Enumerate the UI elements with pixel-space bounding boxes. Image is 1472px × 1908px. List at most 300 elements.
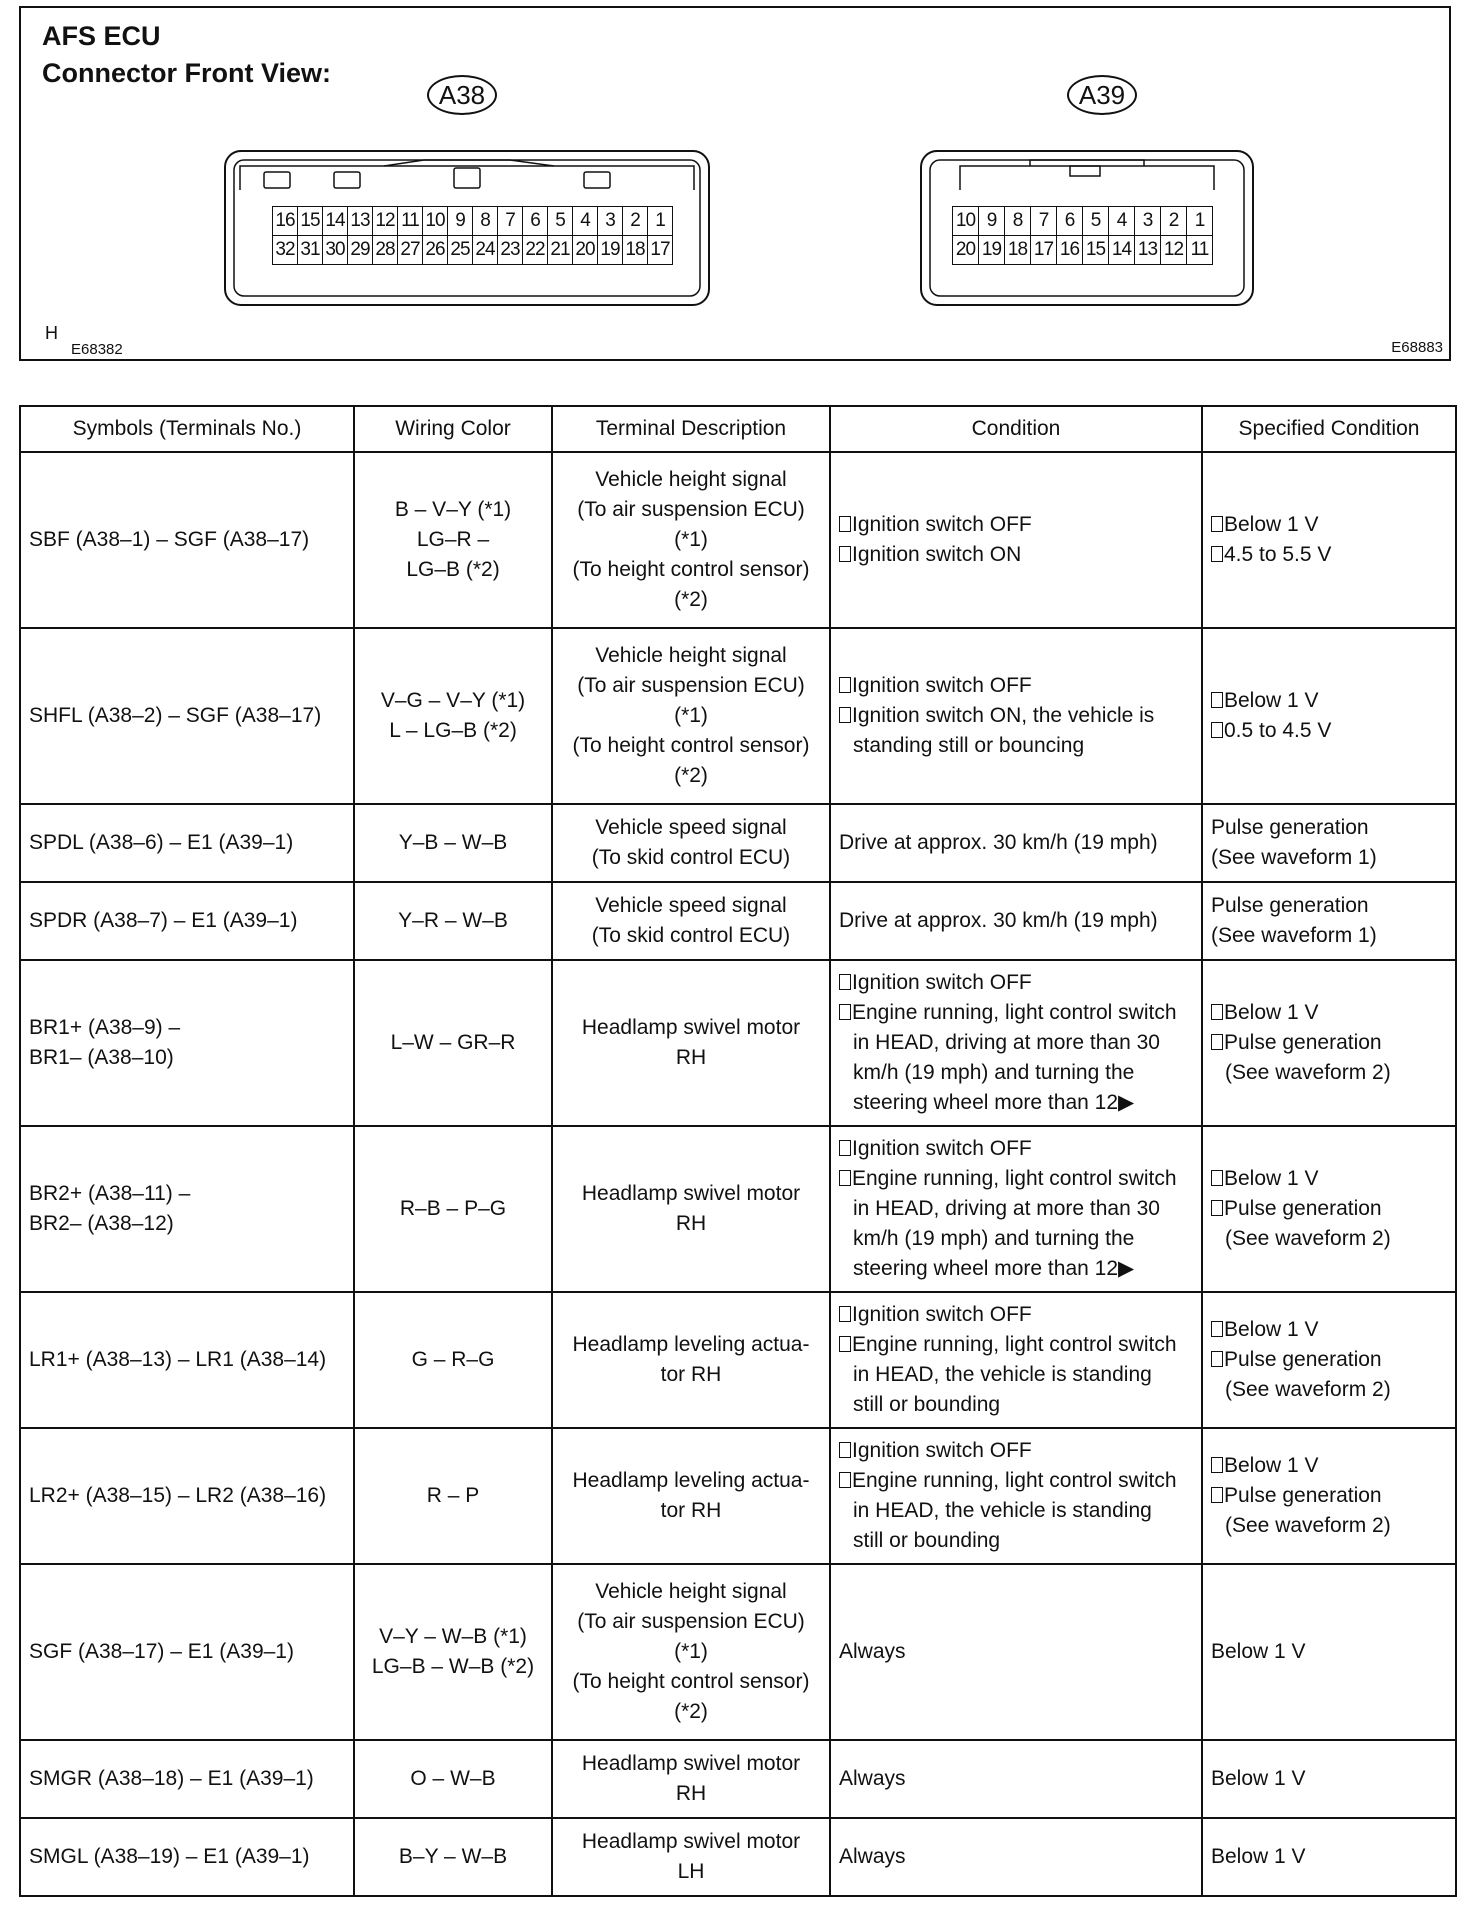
cell-line: LH xyxy=(677,1860,705,1883)
condition-text: Pulse generation xyxy=(1224,1197,1382,1220)
condition-item xyxy=(1211,1481,1447,1511)
pin: 26 xyxy=(423,236,448,265)
cell-line: LG–R – xyxy=(416,528,490,551)
cell-terminal-description xyxy=(552,804,830,882)
cell-line: tor RH xyxy=(660,1499,722,1522)
table-row xyxy=(20,1818,1456,1896)
cell-line: Vehicle speed signal xyxy=(595,894,787,917)
pin: 13 xyxy=(348,207,373,236)
pin-row-a39-1 xyxy=(953,207,1213,236)
cell-line: (To height control sensor) xyxy=(572,558,810,581)
condition-item xyxy=(839,1466,1193,1496)
checkbox-icon xyxy=(1211,1200,1223,1216)
condition-item xyxy=(1211,1058,1447,1088)
cell-line: O – W–B xyxy=(410,1767,496,1790)
cell-wiring-color xyxy=(354,960,552,1126)
condition-item xyxy=(1211,1637,1447,1667)
header-condition: Condition xyxy=(830,406,1202,452)
pin: 27 xyxy=(398,236,423,265)
condition-text: still or bounding xyxy=(853,1529,1001,1552)
condition-text: Below 1 V xyxy=(1224,1167,1319,1190)
cell-condition xyxy=(830,452,1202,628)
pin: 32 xyxy=(273,236,298,265)
cell-condition xyxy=(830,804,1202,882)
cell-condition xyxy=(830,1428,1202,1564)
cell-condition xyxy=(830,960,1202,1126)
pin: 12 xyxy=(373,207,398,236)
pin: 11 xyxy=(398,207,423,236)
connector-a39-pins xyxy=(952,206,1213,265)
cell-terminal-description xyxy=(552,882,830,960)
condition-text: 0.5 to 4.5 V xyxy=(1224,719,1332,742)
cell-specified-condition xyxy=(1202,960,1456,1126)
pin: 11 xyxy=(1187,236,1213,265)
cell-wiring-color xyxy=(354,1292,552,1428)
cell-line: Y–R – W–B xyxy=(398,909,508,932)
cell-terminal-description xyxy=(552,628,830,804)
cell-line: (To skid control ECU) xyxy=(591,846,791,869)
pin: 19 xyxy=(979,236,1005,265)
cell-specified-condition xyxy=(1202,882,1456,960)
pin: 28 xyxy=(373,236,398,265)
cell-symbol xyxy=(20,628,354,804)
pin: 8 xyxy=(473,207,498,236)
condition-item xyxy=(1211,540,1447,570)
pin: 21 xyxy=(548,236,573,265)
pin-row-a38-2 xyxy=(273,236,673,265)
checkbox-icon xyxy=(1211,1487,1223,1503)
condition-text: (See waveform 1) xyxy=(1211,924,1377,947)
pin: 4 xyxy=(1109,207,1135,236)
condition-text: Below 1 V xyxy=(1211,1767,1306,1790)
cell-symbol xyxy=(20,1428,354,1564)
cell-line: LR2+ (A38–15) – LR2 (A38–16) xyxy=(29,1484,327,1507)
condition-text: Ignition switch OFF xyxy=(852,1439,1032,1462)
condition-text: (See waveform 2) xyxy=(1225,1378,1391,1401)
cell-line: V–G – V–Y (*1) xyxy=(380,689,526,712)
checkbox-icon xyxy=(1211,1170,1223,1186)
cell-specified-condition xyxy=(1202,452,1456,628)
cell-line: B – V–Y (*1) xyxy=(394,498,512,521)
condition-text: Ignition switch OFF xyxy=(852,674,1032,697)
checkbox-icon xyxy=(839,546,851,562)
checkbox-icon xyxy=(839,1472,851,1488)
cell-line: Headlamp swivel motor xyxy=(581,1830,801,1853)
condition-item xyxy=(839,1164,1193,1194)
condition-text: Below 1 V xyxy=(1224,689,1319,712)
pin: 14 xyxy=(323,207,348,236)
condition-text: km/h (19 mph) and turning the xyxy=(853,1227,1135,1250)
condition-item xyxy=(839,1360,1193,1390)
condition-text: Ignition switch ON xyxy=(852,543,1022,566)
figure-code-left: E68382 xyxy=(71,341,123,358)
checkbox-icon xyxy=(1211,692,1223,708)
condition-text: Pulse generation xyxy=(1211,816,1369,839)
cell-condition xyxy=(830,1564,1202,1740)
condition-text: Drive at approx. 30 km/h (19 mph) xyxy=(839,909,1158,932)
cell-line: R–B – P–G xyxy=(399,1197,507,1220)
cell-line: (*1) xyxy=(674,704,708,727)
pin: 20 xyxy=(573,236,598,265)
pin: 3 xyxy=(598,207,623,236)
cell-line: LR1+ (A38–13) – LR1 (A38–14) xyxy=(29,1348,327,1371)
pin: 13 xyxy=(1135,236,1161,265)
condition-item xyxy=(839,1300,1193,1330)
table-row xyxy=(20,960,1456,1126)
checkbox-icon xyxy=(839,1140,851,1156)
cell-line: Y–B – W–B xyxy=(398,831,508,854)
cell-wiring-color xyxy=(354,1564,552,1740)
condition-item xyxy=(839,968,1193,998)
connector-a38-pins xyxy=(272,206,673,265)
cell-symbol xyxy=(20,1292,354,1428)
condition-item xyxy=(1211,1842,1447,1872)
connector-a39 xyxy=(920,150,1254,308)
pin: 14 xyxy=(1109,236,1135,265)
header-specified-condition: Specified Condition xyxy=(1202,406,1456,452)
cell-condition xyxy=(830,1818,1202,1896)
pin: 1 xyxy=(1187,207,1213,236)
cell-line: Vehicle speed signal xyxy=(595,816,787,839)
connector-label-a38: A38 xyxy=(427,75,497,115)
cell-line: BR1– (A38–10) xyxy=(29,1046,174,1069)
condition-text: in HEAD, driving at more than 30 xyxy=(853,1031,1160,1054)
condition-item xyxy=(839,1390,1193,1420)
cell-symbol xyxy=(20,1564,354,1740)
condition-item xyxy=(839,1764,1193,1794)
cell-wiring-color xyxy=(354,628,552,804)
cell-condition xyxy=(830,1126,1202,1292)
pin-row-a39-2 xyxy=(953,236,1213,265)
checkbox-icon xyxy=(839,677,851,693)
checkbox-icon xyxy=(1211,516,1223,532)
checkbox-icon xyxy=(839,1004,851,1020)
cell-line: L – LG–B (*2) xyxy=(389,719,517,742)
cell-terminal-description xyxy=(552,452,830,628)
cell-specified-condition xyxy=(1202,1564,1456,1740)
condition-text: Below 1 V xyxy=(1211,1845,1306,1868)
condition-item xyxy=(1211,1194,1447,1224)
table-row xyxy=(20,804,1456,882)
pin: 9 xyxy=(448,207,473,236)
condition-item xyxy=(839,540,1193,570)
cell-condition xyxy=(830,882,1202,960)
table-row xyxy=(20,452,1456,628)
table-body xyxy=(20,452,1456,1896)
condition-item xyxy=(839,906,1193,936)
condition-item xyxy=(1211,843,1447,873)
pin: 6 xyxy=(523,207,548,236)
pin: 24 xyxy=(473,236,498,265)
cell-line: SMGR (A38–18) – E1 (A39–1) xyxy=(29,1767,314,1790)
cell-terminal-description xyxy=(552,1428,830,1564)
cell-symbol xyxy=(20,1818,354,1896)
cell-symbol xyxy=(20,960,354,1126)
pin: 6 xyxy=(1057,207,1083,236)
pin: 18 xyxy=(623,236,648,265)
condition-text: Engine running, light control switch xyxy=(852,1167,1177,1190)
condition-item xyxy=(1211,716,1447,746)
condition-item xyxy=(839,731,1193,761)
pin: 3 xyxy=(1135,207,1161,236)
condition-text: Pulse generation xyxy=(1224,1031,1382,1054)
figure-corner-letter: H xyxy=(45,323,58,343)
cell-line: Headlamp swivel motor xyxy=(581,1752,801,1775)
checkbox-icon xyxy=(1211,722,1223,738)
checkbox-icon xyxy=(1211,1351,1223,1367)
pin-row-a38-1 xyxy=(273,207,673,236)
header-symbols: Symbols (Terminals No.) xyxy=(20,406,354,452)
cell-specified-condition xyxy=(1202,804,1456,882)
cell-terminal-description xyxy=(552,1564,830,1740)
cell-symbol xyxy=(20,1126,354,1292)
condition-item xyxy=(1211,1028,1447,1058)
cell-line: BR2– (A38–12) xyxy=(29,1212,174,1235)
pin: 22 xyxy=(523,236,548,265)
table-row xyxy=(20,1564,1456,1740)
table-header-row xyxy=(20,406,1456,452)
condition-item xyxy=(839,671,1193,701)
cell-wiring-color xyxy=(354,882,552,960)
cell-line: (To height control sensor) xyxy=(572,1670,810,1693)
cell-line: (To air suspension ECU) xyxy=(577,674,805,697)
pin: 2 xyxy=(1161,207,1187,236)
condition-text: (See waveform 2) xyxy=(1225,1061,1391,1084)
condition-text: Always xyxy=(839,1767,906,1790)
checkbox-icon xyxy=(839,516,851,532)
cell-line: Vehicle height signal xyxy=(595,468,787,491)
condition-item xyxy=(1211,686,1447,716)
condition-item xyxy=(1211,1451,1447,1481)
pin: 17 xyxy=(1031,236,1057,265)
condition-text: Ignition switch OFF xyxy=(852,971,1032,994)
cell-symbol xyxy=(20,882,354,960)
condition-text: Below 1 V xyxy=(1224,513,1319,536)
pin: 15 xyxy=(298,207,323,236)
figure-title: AFS ECU xyxy=(42,21,161,51)
figure-code-right: E68883 xyxy=(1391,339,1443,356)
table-row xyxy=(20,1740,1456,1818)
cell-line: L–W – GR–R xyxy=(390,1031,516,1054)
condition-item xyxy=(839,510,1193,540)
table-row xyxy=(20,1292,1456,1428)
cell-terminal-description xyxy=(552,1740,830,1818)
pin: 20 xyxy=(953,236,979,265)
cell-condition xyxy=(830,628,1202,804)
pin: 5 xyxy=(548,207,573,236)
condition-text: (See waveform 1) xyxy=(1211,846,1377,869)
pin: 23 xyxy=(498,236,523,265)
checkbox-icon xyxy=(839,1336,851,1352)
cell-line: Headlamp leveling actua- xyxy=(572,1469,810,1492)
cell-line: G – R–G xyxy=(411,1348,495,1371)
condition-item xyxy=(1211,1345,1447,1375)
pin: 16 xyxy=(273,207,298,236)
cell-line: R – P xyxy=(426,1484,480,1507)
condition-text: (See waveform 2) xyxy=(1225,1227,1391,1250)
condition-text: (See waveform 2) xyxy=(1225,1514,1391,1537)
pin: 25 xyxy=(448,236,473,265)
condition-item xyxy=(839,998,1193,1028)
cell-line: V–Y – W–B (*1) xyxy=(379,1625,527,1648)
cell-line: SMGL (A38–19) – E1 (A39–1) xyxy=(29,1845,310,1868)
condition-text: standing still or bouncing xyxy=(853,734,1085,757)
cell-condition xyxy=(830,1740,1202,1818)
condition-item xyxy=(839,1134,1193,1164)
condition-text: still or bounding xyxy=(853,1393,1001,1416)
cell-line: (*1) xyxy=(674,1640,708,1663)
condition-item xyxy=(1211,1764,1447,1794)
cell-wiring-color xyxy=(354,452,552,628)
cell-line: B–Y – W–B xyxy=(398,1845,508,1868)
condition-text: Below 1 V xyxy=(1224,1318,1319,1341)
cell-line: SPDR (A38–7) – E1 (A39–1) xyxy=(29,909,298,932)
cell-specified-condition xyxy=(1202,1818,1456,1896)
checkbox-icon xyxy=(1211,1034,1223,1050)
pin: 17 xyxy=(648,236,673,265)
cell-line: SHFL (A38–2) – SGF (A38–17) xyxy=(29,704,322,727)
checkbox-icon xyxy=(839,1170,851,1186)
cell-terminal-description xyxy=(552,1292,830,1428)
cell-symbol xyxy=(20,1740,354,1818)
condition-text: Always xyxy=(839,1640,906,1663)
cell-wiring-color xyxy=(354,804,552,882)
cell-line: (To height control sensor) xyxy=(572,734,810,757)
condition-item xyxy=(1211,1375,1447,1405)
condition-text: km/h (19 mph) and turning the xyxy=(853,1061,1135,1084)
cell-symbol xyxy=(20,452,354,628)
condition-item xyxy=(839,1436,1193,1466)
condition-text: in HEAD, the vehicle is standing xyxy=(853,1363,1152,1386)
pin: 30 xyxy=(323,236,348,265)
pin: 18 xyxy=(1005,236,1031,265)
cell-line: SGF (A38–17) – E1 (A39–1) xyxy=(29,1640,294,1663)
pin: 31 xyxy=(298,236,323,265)
condition-text: Below 1 V xyxy=(1224,1001,1319,1024)
condition-text: Engine running, light control switch xyxy=(852,1333,1177,1356)
cell-terminal-description xyxy=(552,1126,830,1292)
pin: 10 xyxy=(953,207,979,236)
cell-condition xyxy=(830,1292,1202,1428)
condition-item xyxy=(1211,510,1447,540)
checkbox-icon xyxy=(839,1442,851,1458)
cell-specified-condition xyxy=(1202,1740,1456,1818)
cell-line: LG–B – W–B (*2) xyxy=(371,1655,535,1678)
checkbox-icon xyxy=(1211,1004,1223,1020)
table-row xyxy=(20,628,1456,804)
condition-item xyxy=(839,1224,1193,1254)
cell-line: Headlamp leveling actua- xyxy=(572,1333,810,1356)
cell-line: Vehicle height signal xyxy=(595,644,787,667)
pin: 19 xyxy=(598,236,623,265)
condition-text: steering wheel more than 12▶ xyxy=(853,1091,1135,1114)
condition-text: Pulse generation xyxy=(1224,1348,1382,1371)
cell-line: (*2) xyxy=(674,1700,708,1723)
condition-text: in HEAD, driving at more than 30 xyxy=(853,1197,1160,1220)
cell-line: Vehicle height signal xyxy=(595,1580,787,1603)
condition-text: Below 1 V xyxy=(1224,1454,1319,1477)
cell-specified-condition xyxy=(1202,1428,1456,1564)
pin: 29 xyxy=(348,236,373,265)
cell-line: RH xyxy=(675,1046,707,1069)
cell-line: Headlamp swivel motor xyxy=(581,1016,801,1039)
condition-item xyxy=(1211,1224,1447,1254)
condition-item xyxy=(1211,891,1447,921)
cell-specified-condition xyxy=(1202,628,1456,804)
condition-text: 4.5 to 5.5 V xyxy=(1224,543,1332,566)
cell-terminal-description xyxy=(552,1818,830,1896)
pin: 4 xyxy=(573,207,598,236)
cell-line: (To air suspension ECU) xyxy=(577,498,805,521)
pin: 5 xyxy=(1083,207,1109,236)
condition-text: Ignition switch OFF xyxy=(852,513,1032,536)
connector-figure xyxy=(19,6,1451,361)
condition-text: Pulse generation xyxy=(1211,894,1369,917)
condition-item xyxy=(1211,813,1447,843)
pin: 2 xyxy=(623,207,648,236)
pin: 7 xyxy=(498,207,523,236)
condition-item xyxy=(839,1058,1193,1088)
terminal-table xyxy=(19,405,1457,1897)
cell-line: Headlamp swivel motor xyxy=(581,1182,801,1205)
cell-line: (*2) xyxy=(674,588,708,611)
table-row xyxy=(20,1126,1456,1292)
cell-line: (To air suspension ECU) xyxy=(577,1610,805,1633)
condition-item xyxy=(839,828,1193,858)
condition-text: Ignition switch OFF xyxy=(852,1137,1032,1160)
checkbox-icon xyxy=(839,1306,851,1322)
pin: 8 xyxy=(1005,207,1031,236)
checkbox-icon xyxy=(839,707,851,723)
cell-line: BR2+ (A38–11) – xyxy=(29,1182,191,1205)
condition-item xyxy=(839,1637,1193,1667)
cell-line: BR1+ (A38–9) – xyxy=(29,1016,181,1039)
condition-text: Engine running, light control switch xyxy=(852,1469,1177,1492)
cell-line: RH xyxy=(675,1212,707,1235)
table-row xyxy=(20,882,1456,960)
cell-line: SBF (A38–1) – SGF (A38–17) xyxy=(29,528,310,551)
connector-label-a39: A39 xyxy=(1067,75,1137,115)
cell-wiring-color xyxy=(354,1740,552,1818)
pin: 9 xyxy=(979,207,1005,236)
condition-item xyxy=(839,1088,1193,1118)
condition-text: in HEAD, the vehicle is standing xyxy=(853,1499,1152,1522)
cell-symbol xyxy=(20,804,354,882)
checkbox-icon xyxy=(1211,546,1223,562)
pin: 16 xyxy=(1057,236,1083,265)
checkbox-icon xyxy=(1211,1321,1223,1337)
table-row xyxy=(20,1428,1456,1564)
checkbox-icon xyxy=(1211,1457,1223,1473)
cell-line: (*1) xyxy=(674,528,708,551)
cell-wiring-color xyxy=(354,1428,552,1564)
condition-text: steering wheel more than 12▶ xyxy=(853,1257,1135,1280)
condition-item xyxy=(839,1254,1193,1284)
header-terminal-description: Terminal Description xyxy=(552,406,830,452)
checkbox-icon xyxy=(839,974,851,990)
condition-item xyxy=(839,701,1193,731)
condition-text: Always xyxy=(839,1845,906,1868)
condition-item xyxy=(1211,998,1447,1028)
condition-text: Ignition switch OFF xyxy=(852,1303,1032,1326)
cell-specified-condition xyxy=(1202,1126,1456,1292)
connector-a38 xyxy=(224,150,710,308)
condition-text: Below 1 V xyxy=(1211,1640,1306,1663)
cell-wiring-color xyxy=(354,1126,552,1292)
condition-item xyxy=(839,1526,1193,1556)
cell-line: SPDL (A38–6) – E1 (A39–1) xyxy=(29,831,294,854)
cell-line: tor RH xyxy=(660,1363,722,1386)
